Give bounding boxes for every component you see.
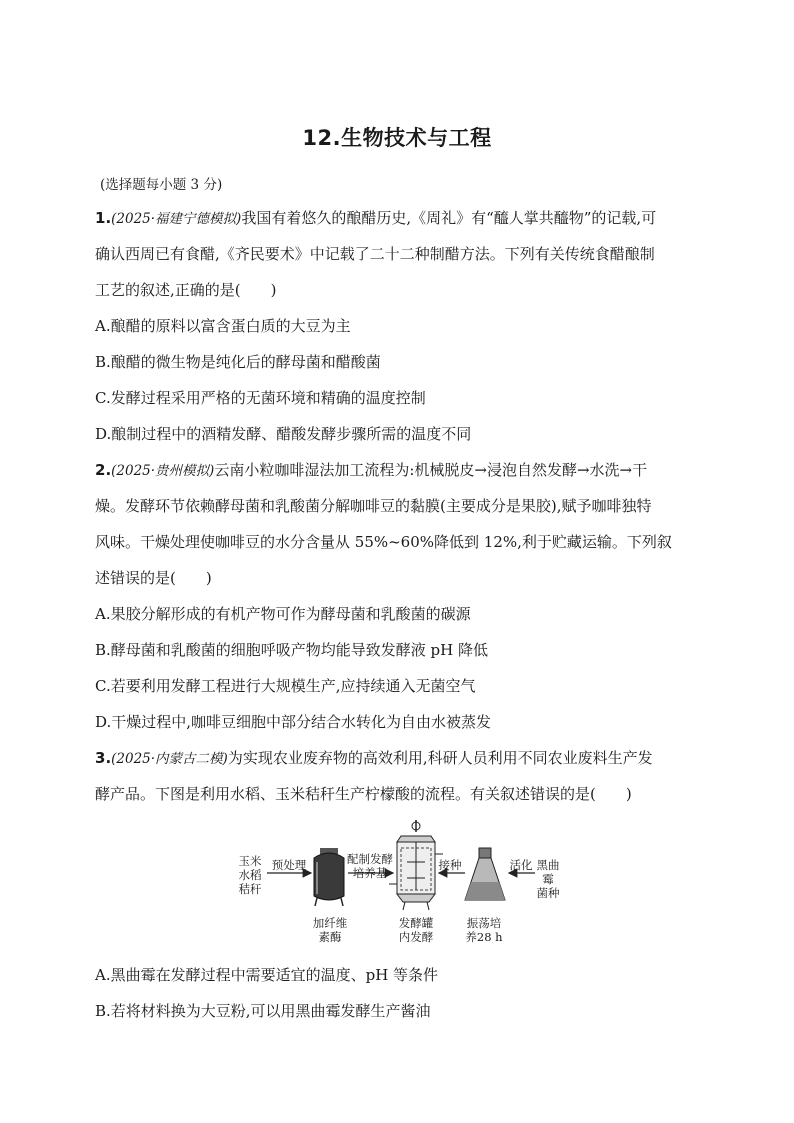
shake-flask-icon: [465, 848, 505, 900]
activate-label: 活化: [509, 858, 533, 872]
option-1a: A.酿醋的原料以富含蛋白质的大豆为主: [95, 317, 351, 335]
option-3b: B.若将材料换为大豆粉,可以用黑曲霉发酵生产酱油: [95, 1002, 431, 1020]
prepare-medium-label: 配制发酵 培养基: [347, 852, 393, 880]
question-source: (2025·贵州模拟): [111, 463, 215, 479]
question-number: 3: [95, 749, 106, 767]
option-1c: C.发酵过程采用严格的无菌环境和精确的温度控制: [95, 389, 426, 407]
option-2c: C.若要利用发酵工程进行大规模生产,应持续通入无菌空气: [95, 677, 476, 695]
question-1-line-2: 确认西周已有食醋,《齐民要术》中记载了二十二种制醋方法。下列有关传统食醋酿制: [95, 245, 655, 263]
question-source: (2025·福建宁德模拟): [111, 211, 242, 227]
strain-label: 黑曲霉 菌种: [536, 858, 560, 900]
question-number: 1: [95, 209, 106, 227]
question-1-line-1: 1.(2025·福建宁德模拟)我国有着悠久的酿醋历史,《周礼》有“醯人掌共醯物”的记载,可: [95, 209, 657, 227]
shake-culture-label: 振荡培 养28 h: [465, 916, 503, 944]
scoring-note: (选择题每小题 3 分): [100, 177, 223, 193]
option-1b: B.酿醋的微生物是纯化后的酵母菌和醋酸菌: [95, 353, 381, 371]
question-2-line-1: 2.(2025·贵州模拟)云南小粒咖啡湿法加工流程为:机械脱皮→浸泡自然发酵→水洗→干: [95, 461, 648, 479]
question-2-line-4: 述错误的是( ): [95, 569, 212, 587]
inoculate-label: 接种: [438, 858, 462, 872]
question-3-line-2: 酵产品。下图是利用水稻、玉米秸秆生产柠檬酸的流程。有关叙述错误的是( ): [95, 785, 632, 803]
question-2-line-3: 风味。干燥处理使咖啡豆的水分含量从 55%~60%降低到 12%,利于贮藏运输。下列叙: [95, 533, 672, 551]
enzyme-tank-icon: [314, 848, 344, 906]
question-number: 2: [95, 461, 106, 479]
raw-material-label: 玉米 水稻 秸秆: [238, 854, 262, 896]
option-3a: A.黑曲霉在发酵过程中需要适宜的温度、pH 等条件: [95, 966, 439, 984]
page-title: 12.生物技术与工程: [302, 126, 492, 150]
question-3-line-1: 3.(2025·内蒙古二模)为实现农业废弃物的高效利用,科研人员利用不同农业废料生产发: [95, 749, 653, 767]
fermenter-label: 发酵罐 内发酵: [398, 916, 434, 944]
option-1d: D.酿制过程中的酒精发酵、醋酸发酵步骤所需的温度不同: [95, 425, 472, 443]
option-2a: A.果胶分解形成的有机产物可作为酵母菌和乳酸菌的碳源: [95, 605, 471, 623]
pretreat-label: 预处理: [271, 858, 307, 872]
option-2b: B.酵母菌和乳酸菌的细胞呼吸产物均能导致发酵液 pH 降低: [95, 641, 489, 659]
question-1-line-3: 工艺的叙述,正确的是( ): [95, 281, 277, 299]
citric-acid-flow-diagram: [235, 818, 565, 950]
add-enzyme-label: 加纤维 素酶: [312, 916, 348, 944]
option-2d: D.干燥过程中,咖啡豆细胞中部分结合水转化为自由水被蒸发: [95, 713, 492, 731]
question-source: (2025·内蒙古二模): [111, 751, 228, 767]
question-2-line-2: 燥。发酵环节依赖酵母菌和乳酸菌分解咖啡豆的黏膜(主要成分是果胶),赋予咖啡独特: [95, 497, 652, 515]
